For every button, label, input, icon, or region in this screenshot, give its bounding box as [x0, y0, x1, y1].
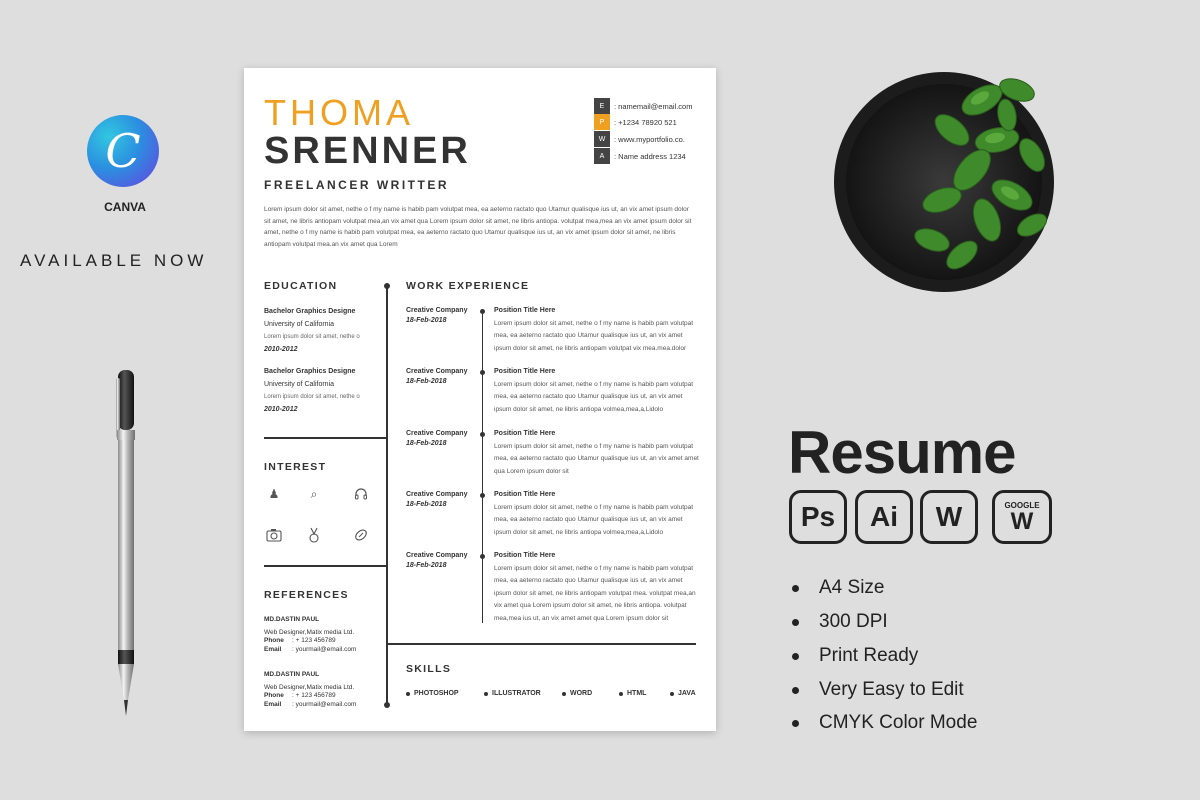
education-years: 2010-2012	[264, 405, 298, 413]
contact-email	[594, 98, 692, 114]
skill-item: HTML	[619, 690, 646, 697]
reference-email-label: Email	[264, 645, 282, 653]
work-position: Position Title Here	[494, 491, 556, 498]
work-timeline-line	[482, 311, 483, 623]
work-description	[494, 366, 699, 416]
reference-item	[264, 616, 356, 654]
work-date: 18-Feb-2018	[406, 440, 447, 447]
skill-item: JAVA	[670, 690, 696, 697]
education-years: 2010-2012	[264, 345, 298, 353]
work-position: Position Title Here	[494, 368, 556, 375]
reference-role: Web Designer,Matix media Ltd.	[264, 628, 355, 636]
work-experience-title: WORK EXPERIENCE	[406, 280, 530, 292]
contact-address	[594, 148, 686, 164]
skills-title: SKILLS	[406, 663, 452, 675]
address-key: A	[594, 148, 610, 164]
work-item	[406, 491, 467, 508]
badge-sublabel: GOOGLE	[1004, 500, 1040, 510]
work-desc-text: Lorem ipsum dolor sit amet, nethe o f my name is habib pam volutpat mea, ea aeterno ractato quo Utamur qualisque ius ut, an vix amet ipsum dolor sit amet, ne libris antiopam volutpat mea. volutpat mea,an vix amet qua Lorem ipsum dolor sit amet, ne libris antiopa. volutpat mea,mea ius ut, an vix amet amet qua Lorem ipsum dolor sit	[494, 564, 696, 622]
work-desc-text: Lorem ipsum dolor sit amet, nethe o f my name is habib pam volutpat mea, ea aeterno ractato quo Utamur qualisque ius ut, an vix amet ipsum dolor sit amet, ne libris antiopam volutpat vix mea.mea.dolor	[494, 319, 694, 352]
phone-value: : +1234 78920 521	[614, 117, 677, 127]
badge-label: Ps	[800, 501, 836, 532]
references-title: REFERENCES	[264, 589, 349, 601]
work-position: Position Title Here	[494, 307, 556, 314]
work-date: 18-Feb-2018	[406, 317, 447, 324]
last-name: SRENNER	[264, 130, 471, 172]
work-date: 18-Feb-2018	[406, 501, 447, 508]
reference-email: : yourmail@email.com	[292, 700, 357, 708]
website-value: : www.myportfolio.co.	[614, 134, 685, 144]
work-dot	[480, 554, 485, 559]
camera-icon	[265, 526, 283, 544]
education-desc: Lorem ipsum dolor sit amet, nethe o	[264, 394, 360, 400]
skill-item: WORD	[562, 690, 592, 697]
divider-dot-top	[384, 283, 390, 289]
work-company: Creative Company	[406, 368, 468, 375]
work-description	[494, 550, 699, 625]
divider-dot-bottom	[384, 702, 390, 708]
job-title: FREELANCER WRITTER	[264, 178, 449, 192]
skill-item: ILLUSTRATOR	[484, 690, 541, 697]
work-date: 18-Feb-2018	[406, 378, 447, 385]
divider-interest	[264, 565, 387, 567]
contact-website	[594, 131, 685, 147]
education-degree: Bachelor Graphics Designe	[264, 308, 356, 315]
work-dot	[480, 493, 485, 498]
work-dot	[480, 370, 485, 375]
education-title: EDUCATION	[264, 280, 338, 292]
work-company: Creative Company	[406, 491, 468, 498]
photoshop-badge	[789, 490, 847, 544]
reference-phone: : + 123 456789	[292, 692, 336, 699]
work-position: Position Title Here	[494, 430, 556, 437]
badge-label: W	[935, 501, 963, 532]
work-description	[494, 489, 699, 539]
work-description	[494, 428, 699, 478]
work-item	[406, 430, 467, 447]
telescope-icon: ⌕	[310, 486, 318, 501]
badge-label: Ai	[870, 501, 898, 532]
divider-work	[387, 643, 696, 645]
work-company: Creative Company	[406, 430, 468, 437]
work-description	[494, 305, 699, 355]
education-item	[264, 366, 360, 416]
reference-item	[264, 671, 356, 709]
work-desc-text: Lorem ipsum dolor sit amet, nethe o f my name is habib pam volutpat mea, ea aeterno ractato quo Utamur qualisque ius ut, an vix amet amet qua Lorem ipsum dolor sit	[494, 442, 699, 475]
available-now-text: AVAILABLE NOW	[20, 251, 208, 270]
canva-logo	[87, 115, 159, 187]
education-school: University of California	[264, 320, 335, 328]
badge-label: W	[1010, 507, 1034, 535]
illustrator-badge	[855, 490, 913, 544]
work-dot	[480, 309, 485, 314]
work-dot	[480, 432, 485, 437]
work-item	[406, 307, 467, 324]
chess-icon: ♟	[268, 487, 280, 501]
website-key: W	[594, 131, 610, 147]
reference-email: : yourmail@email.com	[292, 645, 357, 653]
education-school: University of California	[264, 380, 335, 388]
first-name: THOMA	[264, 92, 414, 133]
canva-label: CANVA	[104, 200, 146, 214]
feature-item: CMYK Color Mode	[792, 712, 977, 734]
reference-phone: : + 123 456789	[292, 637, 336, 644]
feature-item: Very Easy to Edit	[792, 679, 964, 701]
resume-heading: Resume	[788, 419, 1016, 486]
google-docs-badge	[992, 490, 1052, 544]
summary-paragraph: Lorem ipsum dolor sit amet, nethe o f my name is habib pam volutpat mea, ea aeterno ractato quo Utamur qualisque ius ut, an vix amet ipsum dolor sit amet, ne libris antiopam volutpat mea,an vix amet qua Lorem ipsum dolor sit amet, ne libris antiopa. volutpat mea,mea an vix amet ipsum dolor sit amet, nethe o f my name is habib pam volutpat mea, ea aeterno ractato quo Utamur qualisque ius ut, an vix amet ipsum dolor sit amet, ne libris antiopam volutpat mea.an vix amet qua Lorem	[264, 206, 692, 248]
reference-name: MD.DASTIN PAUL	[264, 671, 320, 678]
work-company: Creative Company	[406, 307, 468, 314]
word-badge	[920, 490, 978, 544]
email-value: : namemail@email.com	[614, 101, 693, 111]
resume-document	[244, 68, 716, 731]
potted-plant-image	[832, 60, 1062, 300]
phone-key: P	[594, 114, 610, 130]
canva-logo-letter: C	[105, 124, 141, 178]
reference-role: Web Designer,Matix media Ltd.	[264, 683, 355, 691]
reference-email-label: Email	[264, 700, 282, 708]
education-item	[264, 306, 360, 356]
reference-phone-label: Phone	[264, 637, 284, 644]
work-item	[406, 552, 467, 569]
interest-title: INTEREST	[264, 461, 327, 473]
medal-icon	[305, 526, 323, 544]
feature-item: A4 Size	[792, 577, 884, 599]
feature-item: 300 DPI	[792, 611, 888, 633]
work-desc-text: Lorem ipsum dolor sit amet, nethe o f my name is habib pam volutpat mea, ea aeterno ractato quo Utamur qualisque ius ut, an vix amet ipsum dolor sit amet, ne libris antiopa volmea,mea,a,Lidolo	[494, 380, 694, 413]
pen-image	[105, 360, 155, 730]
education-degree: Bachelor Graphics Designe	[264, 368, 356, 375]
feature-item: Print Ready	[792, 645, 918, 667]
reference-phone-label: Phone	[264, 692, 284, 699]
contact-phone	[594, 114, 677, 130]
football-icon	[352, 526, 370, 544]
divider-education	[264, 437, 387, 439]
skill-item: PHOTOSHOP	[406, 690, 459, 697]
work-desc-text: Lorem ipsum dolor sit amet, nethe o f my name is habib pam volutpat mea, ea aeterno ractato quo Utamur qualisque ius ut, an vix amet ipsum dolor sit amet, ne libris antiopa volmea,mea,a,Lidolo	[494, 503, 694, 536]
address-value: : Name address 1234	[614, 151, 686, 161]
work-item	[406, 368, 467, 385]
work-position: Position Title Here	[494, 552, 556, 559]
work-company: Creative Company	[406, 552, 468, 559]
reference-name: MD.DASTIN PAUL	[264, 616, 320, 623]
work-date: 18-Feb-2018	[406, 562, 447, 569]
email-key: E	[594, 98, 610, 114]
education-desc: Lorem ipsum dolor sit amet, nethe o	[264, 334, 360, 340]
headphones-icon	[352, 485, 370, 503]
